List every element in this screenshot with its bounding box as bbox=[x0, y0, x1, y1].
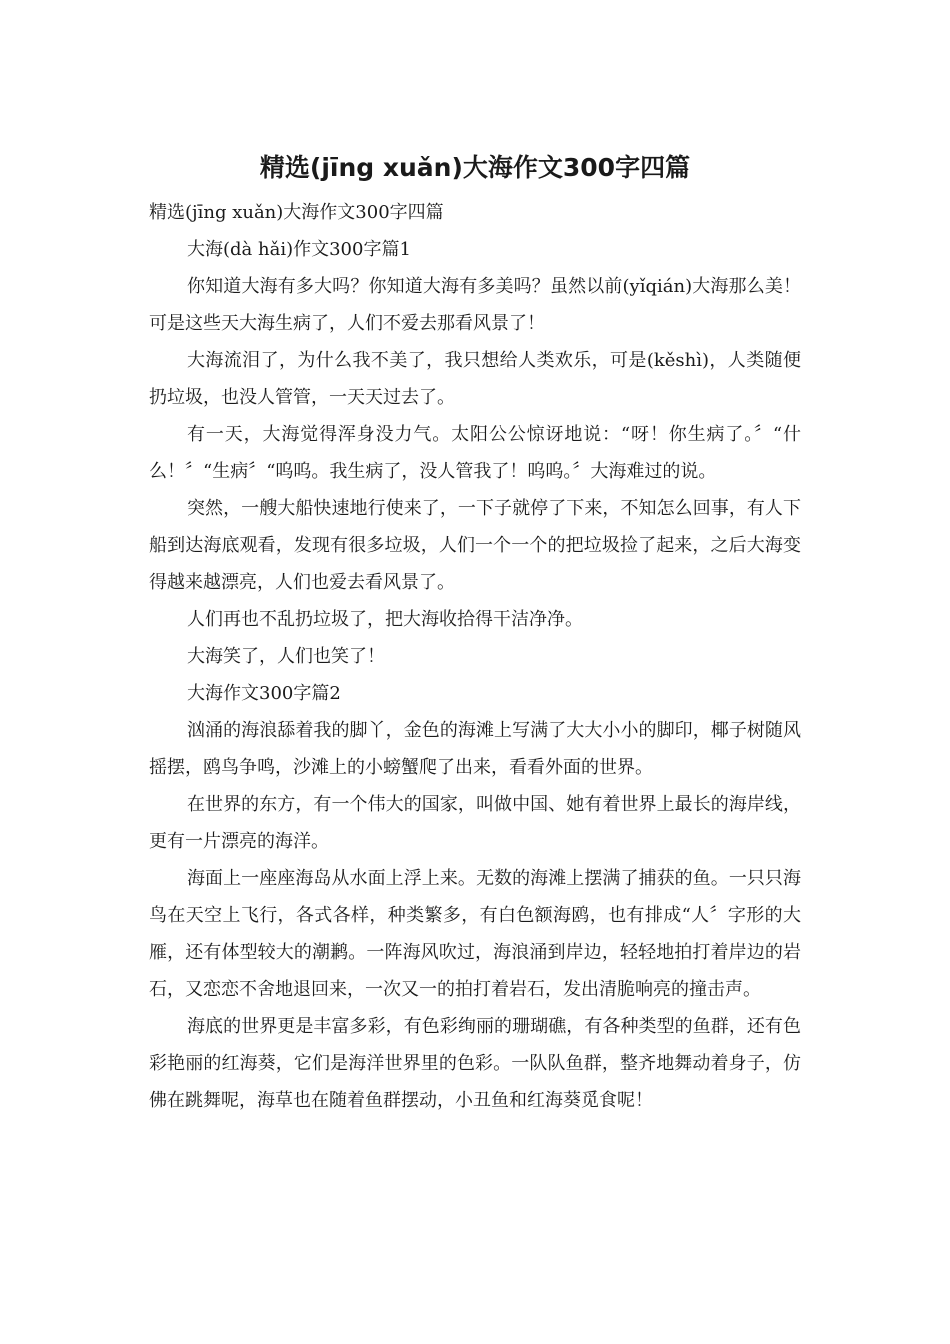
body-paragraph: 海面上一座座海岛从水面上浮上来。无数的海滩上摆满了捕获的鱼。一只只海鸟在天空上飞行，各式各样，种类繁多，有白色额海鸥，也有排成“人〞字形的大雁，还有体型较大的潮鹣。一阵海风吹过，海浪涌到岸边，轻轻地拍打着岸边的岩石，又恋恋不舍地退回来，一次又一的拍打着岩石，发出清脆响亮的撞击声。 bbox=[149, 868, 801, 1000]
subtitle-line: 精选(jīng xuǎn)大海作文300字四篇 bbox=[149, 202, 444, 223]
section-heading-1: 大海(dà hǎi)作文300字篇1 bbox=[187, 239, 411, 260]
body-paragraph: 突然，一艘大船快速地行使来了，一下子就停了下来，不知怎么回事，有人下船到达海底观看，发现有很多垃圾，人们一个一个的把垃圾捡了起来，之后大海变得越来越漂亮，人们也爱去看风景了。 bbox=[149, 498, 801, 593]
body-paragraph: 大海流泪了，为什么我不美了，我只想给人类欢乐，可是(kěshì)，人类随便扔垃圾，也没人管管，一天天过去了。 bbox=[149, 350, 801, 408]
document-body bbox=[149, 194, 801, 1119]
body-paragraph: 汹涌的海浪舔着我的脚丫，金色的海滩上写满了大大小小的脚印，椰子树随风摇摆，鸥鸟争鸣，沙滩上的小螃蟹爬了出来，看看外面的世界。 bbox=[149, 720, 801, 778]
body-paragraph: 大海笑了，人们也笑了！ bbox=[187, 646, 385, 667]
document-title: 精选(jīng xuǎn)大海作文300字四篇 bbox=[259, 153, 691, 182]
body-paragraph: 有一天，大海觉得浑身没力气。太阳公公惊讶地说：“呀！你生病了。〞“什么！〞“生病〞“呜呜。我生病了，没人管我了！呜呜。〞大海难过的说。 bbox=[149, 424, 801, 482]
body-paragraph: 你知道大海有多大吗？你知道大海有多美吗？虽然以前(yǐqián)大海那么美！可是这些天大海生病了，人们不爱去那看风景了！ bbox=[149, 276, 801, 334]
body-paragraph: 海底的世界更是丰富多彩，有色彩绚丽的珊瑚礁，有各种类型的鱼群，还有色彩艳丽的红海葵，它们是海洋世界里的色彩。一队队鱼群，整齐地舞动着身子，仿佛在跳舞呢，海草也在随着鱼群摆动，小丑鱼和红海葵觅食呢！ bbox=[149, 1016, 801, 1111]
body-paragraph: 人们再也不乱扔垃圾了，把大海收拾得干洁净净。 bbox=[187, 609, 583, 630]
section-heading-2: 大海作文300字篇2 bbox=[187, 683, 341, 704]
body-paragraph: 在世界的东方，有一个伟大的国家，叫做中国、她有着世界上最长的海岸线，更有一片漂亮的海洋。 bbox=[149, 794, 801, 852]
